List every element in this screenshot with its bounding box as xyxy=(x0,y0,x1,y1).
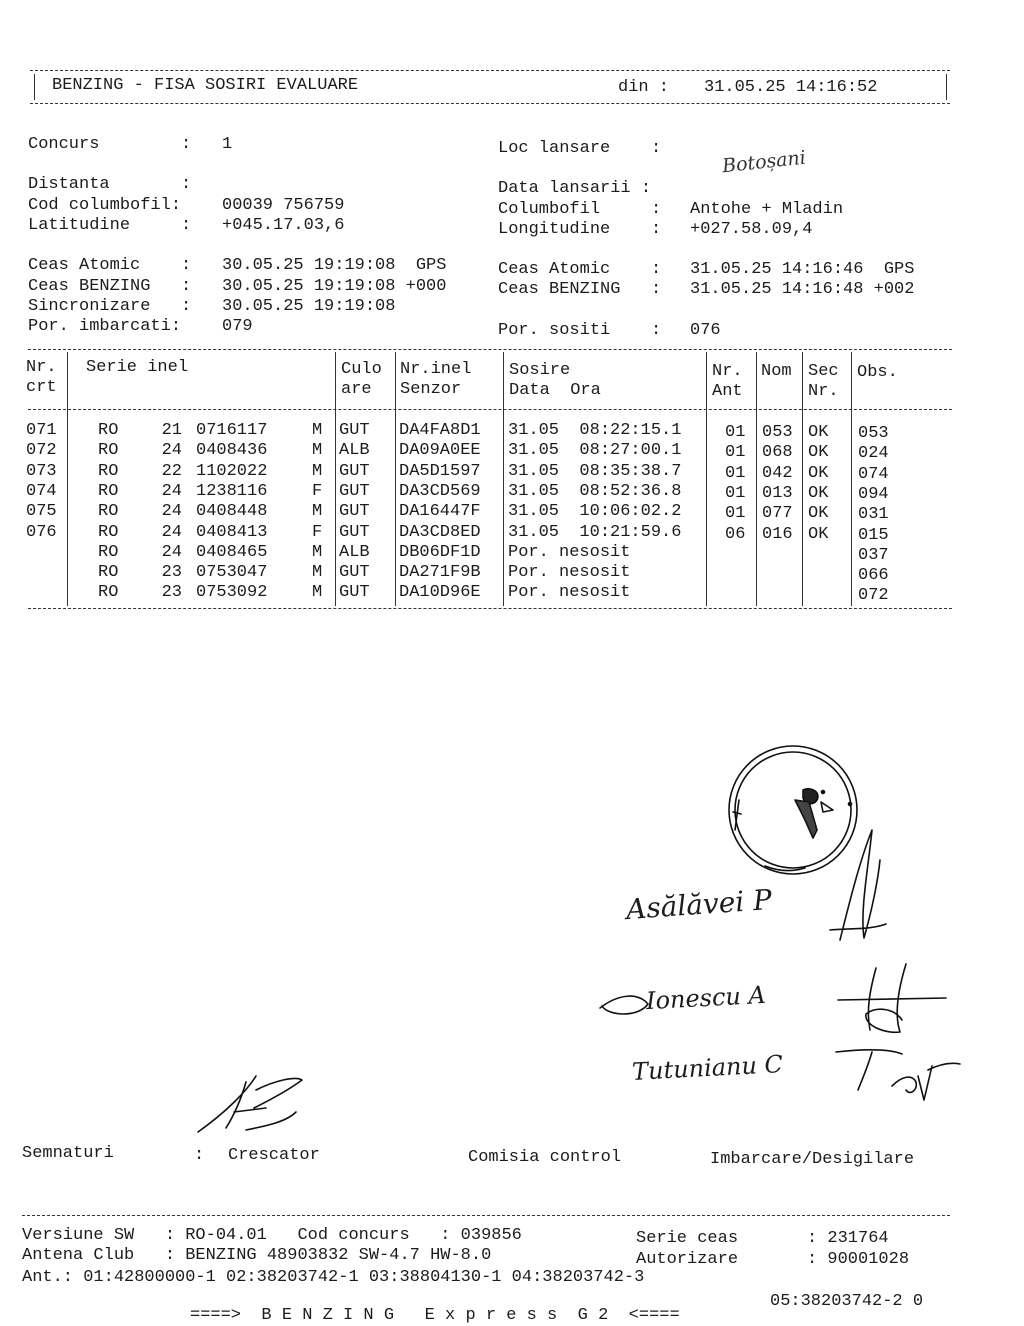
header-nr: Nr. xyxy=(26,358,57,377)
cell-nom: 013 xyxy=(762,483,793,503)
cell-culoare: GUT xyxy=(339,522,370,542)
cell-sex: M xyxy=(312,421,323,440)
cell-senzor: DB06DF1D xyxy=(399,542,481,562)
cell-an: 23 xyxy=(161,563,182,583)
footer-line2-mid: Autorizare xyxy=(636,1250,739,1269)
cell-inel: 0408465 xyxy=(196,542,268,562)
info-value-ceas-benzing-r: 31.05.25 14:16:48 +002 xyxy=(690,280,915,299)
footer-antenna-list: Ant.: 01:42800000-1 02:38203742-1 03:38804130-1 04:38203742-3 xyxy=(22,1268,645,1287)
cell-inel: 1102022 xyxy=(196,461,268,481)
cell-ant: 01 xyxy=(725,443,746,463)
info-label-ceas-atomic: Ceas Atomic : xyxy=(28,256,192,275)
cell-tara: RO xyxy=(98,441,119,461)
info-value-ceas-atomic-r: 31.05.25 14:16:46 GPS xyxy=(690,260,915,279)
signature-scribble-2 xyxy=(836,960,948,1040)
cell-sec: OK xyxy=(808,463,829,483)
cell-nom: 068 xyxy=(762,443,793,463)
cell-senzor: DA3CD569 xyxy=(399,481,481,501)
cell-inel: 0408413 xyxy=(196,522,268,542)
cell-inel: 0716117 xyxy=(196,421,268,440)
cell-sex: M xyxy=(312,461,323,481)
col-sep xyxy=(851,352,852,606)
header-obs: Obs. xyxy=(857,363,898,382)
cell-obs: 066 xyxy=(858,566,889,586)
info-label-cod-columbofil: Cod columbofil: xyxy=(28,196,182,215)
info-label-columbofil: Columbofil : xyxy=(498,200,662,219)
col-sep xyxy=(503,352,504,606)
col-sep xyxy=(67,352,68,606)
info-label-ceas-benzing: Ceas BENZING : xyxy=(28,277,192,296)
cell-sosire: Por. nesosit xyxy=(508,542,631,562)
cell-sosire: Por. nesosit xyxy=(508,563,631,583)
cell-ant: 01 xyxy=(725,483,746,503)
cell-culoare: GUT xyxy=(339,461,370,481)
footer-line1-left: Versiune SW : RO-04.01 Cod concurs : 039856 xyxy=(22,1226,522,1245)
cell-ant: 01 xyxy=(725,423,746,442)
info-label-ceas-atomic-r: Ceas Atomic : xyxy=(498,260,662,279)
header-right-border xyxy=(946,74,947,100)
report-date-value: 31.05.25 14:16:52 xyxy=(704,78,878,97)
cell-obs: 024 xyxy=(858,444,889,464)
cell-senzor: DA3CD8ED xyxy=(399,522,481,542)
cell-tara: RO xyxy=(98,461,119,481)
cell-sex: F xyxy=(312,481,323,501)
cell-sex: M xyxy=(312,502,323,522)
info-value-concurs: 1 xyxy=(222,135,233,154)
table-bottom-rule xyxy=(28,608,952,609)
signatures-imbarcare: Imbarcare/Desigilare xyxy=(710,1150,915,1169)
cell-sex: M xyxy=(312,563,323,583)
info-label-sincronizare: Sincronizare : xyxy=(28,297,192,316)
cell-tara: RO xyxy=(98,542,119,562)
cell-inel: 0753047 xyxy=(196,563,268,583)
col-sep xyxy=(395,352,396,606)
cell-culoare: GUT xyxy=(339,583,370,603)
footer-line1-mid: Serie ceas xyxy=(636,1229,739,1248)
cell-culoare: GUT xyxy=(339,421,370,440)
cell-nr: 072 xyxy=(26,441,57,461)
header-nr-ant: Nr. xyxy=(712,362,743,381)
cell-obs: 015 xyxy=(858,525,889,545)
header-ant: Ant xyxy=(712,382,743,401)
header-crt: crt xyxy=(26,378,57,397)
cell-nr: 076 xyxy=(26,522,57,542)
info-value-por-sositi: 076 xyxy=(690,321,721,340)
cell-sec: OK xyxy=(808,423,829,442)
cell-ant: 01 xyxy=(725,504,746,524)
header-sec: Sec xyxy=(808,362,839,381)
cell-tara: RO xyxy=(98,563,119,583)
cell-sec: OK xyxy=(808,483,829,503)
cell-obs: 074 xyxy=(858,464,889,484)
cell-tara: RO xyxy=(98,481,119,501)
cell-senzor: DA09A0EE xyxy=(399,441,481,461)
cell-sex: F xyxy=(312,522,323,542)
cell-ant: 06 xyxy=(725,524,746,544)
cell-senzor: DA10D96E xyxy=(399,583,481,603)
footer-line2-left: Antena Club : BENZING 48903832 SW-4.7 HW-8.0 xyxy=(22,1246,492,1265)
info-label-ceas-benzing-r: Ceas BENZING : xyxy=(498,280,662,299)
cell-nr: 075 xyxy=(26,502,57,522)
cell-sec: OK xyxy=(808,504,829,524)
cell-senzor: DA271F9B xyxy=(399,563,481,583)
report-date-label: din : xyxy=(618,78,670,97)
header-sec-nr: Nr. xyxy=(808,382,839,401)
cell-sex: M xyxy=(312,542,323,562)
info-value-ceas-atomic: 30.05.25 19:19:08 GPS xyxy=(222,256,447,275)
cell-culoare: GUT xyxy=(339,502,370,522)
handwritten-name-3: Tutunianu C xyxy=(631,1050,784,1086)
cell-senzor: DA5D1597 xyxy=(399,461,481,481)
header-senzor: Senzor xyxy=(400,380,462,399)
cell-obs: 037 xyxy=(858,545,889,565)
cell-an: 21 xyxy=(161,421,182,440)
signatures-colon: : xyxy=(194,1146,205,1165)
header-bottom-rule xyxy=(30,103,950,104)
table-header-rule xyxy=(28,409,952,410)
cell-an: 24 xyxy=(161,502,182,522)
cell-sec: OK xyxy=(808,443,829,463)
info-label-concurs: Concurs : xyxy=(28,135,192,154)
cell-sosire: 31.05 08:27:00.1 xyxy=(508,441,682,461)
signature-line-2 xyxy=(598,990,678,1020)
cell-sosire: Por. nesosit xyxy=(508,583,631,603)
header-data-ora: Data Ora xyxy=(509,381,601,400)
info-value-columbofil: Antohe + Mladin xyxy=(690,200,844,219)
footer-line1-right: : 231764 xyxy=(807,1229,889,1248)
info-value-sincronizare: 30.05.25 19:19:08 xyxy=(222,297,396,316)
cell-inel: 0408448 xyxy=(196,502,268,522)
header-left-border xyxy=(34,74,35,100)
cell-sosire: 31.05 08:22:15.1 xyxy=(508,421,682,440)
cell-culoare: GUT xyxy=(339,481,370,501)
cell-sosire: 31.05 10:06:02.2 xyxy=(508,502,682,522)
cell-senzor: DA4FA8D1 xyxy=(399,421,481,440)
cell-nom: 053 xyxy=(762,423,793,442)
cell-sosire: 31.05 08:35:38.7 xyxy=(508,461,682,481)
cell-culoare: ALB xyxy=(339,542,370,562)
cell-inel: 0408436 xyxy=(196,441,268,461)
col-sep xyxy=(756,352,757,606)
col-sep xyxy=(706,352,707,606)
header-serie-inel: Serie inel xyxy=(86,358,189,377)
footer-antenna-05: 05:38203742-2 0 xyxy=(770,1292,924,1311)
header-sosire: Sosire xyxy=(509,361,571,380)
cell-nom: 016 xyxy=(762,524,793,544)
footer-rule xyxy=(22,1215,950,1216)
info-label-longitudine: Longitudine : xyxy=(498,220,662,239)
cell-an: 24 xyxy=(161,441,182,461)
cell-nr: 071 xyxy=(26,421,57,440)
handwritten-name-1: Asălăvei P xyxy=(624,882,773,927)
signature-scribble-3 xyxy=(832,1046,962,1106)
signatures-comisia: Comisia control xyxy=(468,1148,622,1167)
handwritten-name-2: Ionescu A xyxy=(645,980,767,1016)
table-top-rule xyxy=(28,349,952,350)
info-label-latitudine: Latitudine : xyxy=(28,216,192,235)
header-top-rule xyxy=(30,70,950,71)
info-value-ceas-benzing: 30.05.25 19:19:08 +000 xyxy=(222,277,447,296)
footer-banner: ====> B E N Z I N G E x p r e s s G 2 <==== xyxy=(190,1306,680,1325)
cell-an: 22 xyxy=(161,461,182,481)
cell-ant: 01 xyxy=(725,463,746,483)
header-are: are xyxy=(341,380,372,399)
cell-sex: M xyxy=(312,441,323,461)
info-label-por-sositi: Por. sositi : xyxy=(498,321,662,340)
cell-nom: 077 xyxy=(762,504,793,524)
info-value-por-imbarcati: 079 xyxy=(222,317,253,336)
cell-tara: RO xyxy=(98,502,119,522)
signatures-label: Semnaturi xyxy=(22,1144,114,1163)
info-label-distanta: Distanta : xyxy=(28,175,192,194)
cell-culoare: GUT xyxy=(339,563,370,583)
cell-nom: 042 xyxy=(762,463,793,483)
cell-an: 24 xyxy=(161,522,182,542)
info-label-data-lansarii: Data lansarii : xyxy=(498,179,652,198)
cell-sosire: 31.05 10:21:59.6 xyxy=(508,522,682,542)
cell-nr: 074 xyxy=(26,481,57,501)
header-culo: Culo xyxy=(341,360,382,379)
cell-culoare: ALB xyxy=(339,441,370,461)
header-nom: Nom xyxy=(761,362,792,381)
cell-tara: RO xyxy=(98,421,119,440)
cell-sosire: 31.05 08:52:36.8 xyxy=(508,481,682,501)
header-nr-inel: Nr.inel xyxy=(400,360,472,379)
cell-inel: 0753092 xyxy=(196,583,268,603)
report-title: BENZING - FISA SOSIRI EVALUARE xyxy=(52,76,359,95)
cell-nr: 073 xyxy=(26,461,57,481)
cell-inel: 1238116 xyxy=(196,481,268,501)
cell-obs: 053 xyxy=(858,424,889,443)
cell-an: 24 xyxy=(161,481,182,501)
signature-scribble-1 xyxy=(820,820,890,950)
cell-an: 24 xyxy=(161,542,182,562)
col-sep xyxy=(335,352,336,606)
info-label-loc-lansare: Loc lansare : xyxy=(498,139,662,158)
signature-crescator xyxy=(196,1072,306,1136)
cell-sex: M xyxy=(312,583,323,603)
cell-obs: 031 xyxy=(858,505,889,525)
info-value-longitudine: +027.58.09,4 xyxy=(690,220,813,239)
handwritten-loc-lansare: Botoșani xyxy=(721,146,807,178)
cell-senzor: DA16447F xyxy=(399,502,481,522)
info-value-cod-columbofil: 00039 756759 xyxy=(222,196,345,215)
signatures-crescator: Crescator xyxy=(228,1146,320,1165)
cell-tara: RO xyxy=(98,583,119,603)
cell-an: 23 xyxy=(161,583,182,603)
cell-obs: 094 xyxy=(858,484,889,504)
footer-line2-right: : 90001028 xyxy=(807,1250,910,1269)
cell-sec: OK xyxy=(808,524,829,544)
info-value-latitudine: +045.17.03,6 xyxy=(222,216,345,235)
cell-tara: RO xyxy=(98,522,119,542)
col-sep xyxy=(802,352,803,606)
cell-obs: 072 xyxy=(858,586,889,606)
info-label-por-imbarcati: Por. imbarcati: xyxy=(28,317,182,336)
